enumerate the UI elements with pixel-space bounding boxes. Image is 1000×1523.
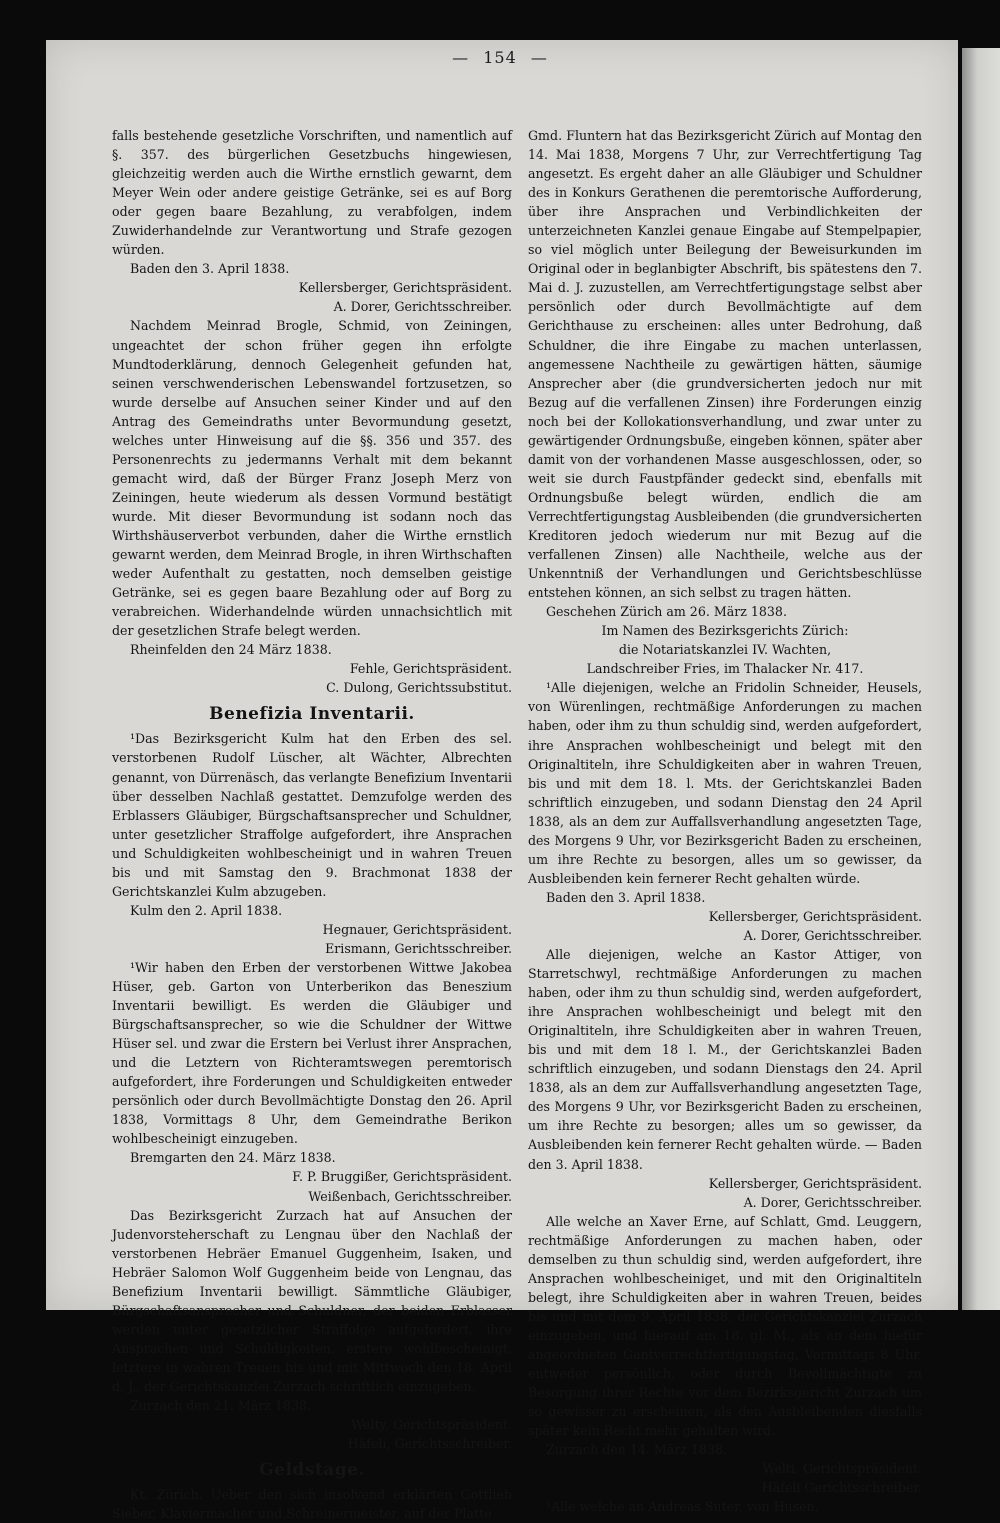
notice-paragraph: Nachdem Meinrad Brogle, Schmid, von Zeiningen, ungeachtet der schon früher gegen ihn erfolgte Mundtoderklärung, dennoch Gelegenheit gefunden hat, seinen verschwenderischen Lebenswandel fortzusetzen, so wurde derselbe auf Ansuchen seiner Kinder und auf den Antrag des Gemeindraths unter Bevormundung gesetzt, welches unter Hinweisung auf die §§. 356 und 357. des Personenrechts zu jedermanns Verhalt mit dem bekannt gemacht wird, daß der Bürger Franz Joseph Merz von Zeiningen, heute wiederum als dessen Vormund bestätigt wurde. Mit dieser Bevormundung ist sodann noch das Wirthshäuserverbot verbunden, daher die Wirthe ernstlich gewarnt werden, dem Meinrad Brogle, in ihren Wirthschaften weder Aufenthalt zu gestatten, noch demselben geistige Getränke, sei es gegen baare Bezahlung oder auf Borg zu verabreichen. Widerhandelnde würden unnachsichtlich mit der gesetzlichen Strafe belegt werden. [112, 318, 512, 639]
signature-line: F. P. Bruggißer, Gerichtspräsident. [292, 1169, 512, 1185]
section-heading: Benefizia Inventarii. [209, 704, 415, 725]
signature-line: Welty, Gerichtspräsident. [351, 1417, 512, 1433]
signature-line: Fehle, Gerichtspräsident. [349, 661, 512, 677]
section-heading: Geldstage. [259, 1460, 365, 1481]
signature-line: Hegnauer, Gerichtspräsident. [322, 921, 512, 937]
signature-line: Häfeli, Gerichtsschreiber. [347, 1436, 512, 1452]
signature-line: Häfeli Gerichtsschreiber. [761, 1480, 922, 1496]
dateline: Bremgarten den 24. März 1838. [130, 1150, 336, 1166]
notice-paragraph: ¹Das Bezirksgericht Kulm hat den Erben des sel. verstorbenen Rudolf Lüscher, alt Wächter, Albrechten genannt, von Dürrenäsch, das verlangte Benefizium Inventarii über desselben Nachlaß gestattet. Demzufolge werden des Erblassers Gläubiger, Bürgschaftsansprecher und Schuldner, unter gesetzlicher Straffolge aufgefordert, ihre Ansprachen und Schuldigkeiten wohlbescheinigt und in wahren Treuen bis und mit Samstag den 9. Brachmonat 1838 der Gerichtskanzlei Kulm abzugeben. [112, 731, 512, 899]
signature-line: A. Dorer, Gerichtsschreiber. [743, 927, 922, 943]
right-column [528, 126, 922, 1516]
notice-paragraph: Alle welche an Xaver Erne, auf Schlatt, Gmd. Leuggern, rechtmäßige Anforderungen zu machen haben, oder demselben zu thun schuldig sind, werden aufgefordert, ihre Ansprachen wohlbescheiniget, und mit den Originaltiteln belegt, ihre Schuldigkeiten aber in wahren Treuen, beides bis und mit dem 9. April 1838. der Gerichtskanzlei Zurzach einzugeben, und hierauf am 18. gl. M., als an dem hiefür angeordneten Gantverrechtfertigungstag, Vormittags 8 Uhr, entweder persönlich, oder durch Bevollmächtigte zu Besorgung ihrer Rechte vor dem Bezirksgericht Zurzach um so gewisser zu erscheinen, als den Ausbleibenden diesfalls später kein Recht mehr gehalten wird. [528, 1213, 922, 1439]
signature-line: A. Dorer, Gerichtsschreiber. [743, 1194, 922, 1210]
dateline: Baden den 3. April 1838. [130, 261, 290, 277]
notice-paragraph: Kt. Zürich. Ueber den sich insolvend erklärten Gottlieb Sieber, Klaviermacher und Schreinermeister, auf der Platte [112, 1487, 512, 1522]
centered-line: die Notariatskanzlei IV. Wachten, [618, 642, 832, 658]
page-number: — 154 — [452, 48, 548, 67]
signature-line: Kellersberger, Gerichtspräsident. [298, 280, 512, 296]
centered-line: Landschreiber Fries, im Thalacker Nr. 417. [586, 661, 864, 677]
dateline: Zurzach den 14. März 1838. [546, 1442, 727, 1458]
notice-paragraph: ¹Wir haben den Erben der verstorbenen Wittwe Jakobea Hüser, geb. Garton von Unterberikon das Beneszium Inventarii bewilligt. Es werden die Gläubiger und Bürgschaftsansprecher, so wie die Schuldner der Wittwe Hüser sel. und zwar die Erstern bei Verlust ihrer Ansprachen, und die Letztern von Richteramtswegen peremtorisch aufgefordert, ihre Forderungen und Schuldigkeiten entweder persönlich oder durch Bevollmächtigte Donstag den 26. April 1838, Vormittags 8 Uhr, dem Gemeindrathe Berikon wohlbescheinigt einzugeben. [112, 959, 512, 1147]
signature-line: Weißenbach, Gerichtsschreiber. [308, 1188, 512, 1204]
dateline: Zurzach den 21. März 1838. [130, 1398, 311, 1414]
page-number-value: 154 [483, 48, 517, 67]
signature-line: Erismann, Gerichtsschreiber. [325, 940, 512, 956]
notice-paragraph: Alle diejenigen, welche an Kastor Attiger, von Starretschwyl, rechtmäßige Anforderungen zu machen haben, oder ihm zu thun schuldig sind, werden aufgefordert, ihre Ansprachen wohlbescheinigt und belegt mit den Originaltiteln, ihre Schuldigkeiten aber in wahren Treuen, bis und mit dem 18 l. M., der Gerichtskanzlei Baden schriftlich einzugeben, und sodann Dienstags den 24. April 1838, als an dem zur Auffallsverhandlung angesetzten Tage, des Morgens 9 Uhr, vor Bezirksgericht Baden zu erscheinen, um ihre Rechte zu besorgen; alles um so gewisser, da Ausbleibenden kein fernerer Recht gehalten würde. — Baden den 3. April 1838. [528, 947, 922, 1172]
left-column [112, 126, 512, 1523]
dateline: Baden den 3. April 1838. [546, 889, 706, 905]
signature-line: C. Dulong, Gerichtssubstitut. [326, 680, 512, 696]
notice-paragraph: ³Alle welche an Andreas Suter, von Husen, [546, 1499, 819, 1515]
signature-line: A. Dorer, Gerichtsschreiber. [333, 299, 512, 315]
notice-paragraph: ¹Alle diejenigen, welche an Fridolin Schneider, Heusels, von Würenlingen, rechtmäßige Anforderungen zu machen haben, oder ihm zu thun schuldig sind, werden aufgefordert, ihre Ansprachen wohlbescheinigt und belegt mit den Originaltiteln, ihre Schuldigkeiten aber in wahren Treuen, bis und mit dem 18. l. Mts. der Gerichtskanzlei Baden schriftlich einzugeben, und sodann Dienstag den 24 April 1838, als an dem zur Auffallsverhandlung angesetzten Tage, des Morgens 9 Uhr, vor Bezirksgericht Baden zu erscheinen, um ihre Rechte zu besorgen, alles um so gewisser, da Ausbleibenden kein fernerer Recht gehalten würde. [528, 680, 922, 886]
dateline: Rheinfelden den 24 März 1838. [130, 642, 332, 658]
notice-paragraph: Das Bezirksgericht Zurzach hat auf Ansuchen der Judenvorsteherschaft zu Lengnau über den Nachlaß der verstorbenen Hebräer Emanuel Guggenheim, Isaken, und Hebräer Salomon Wolf Guggenheim beide von Lengnau, das Benefizium Inventarii bewilligt. Sämmtliche Gläubiger, Bürgschaftsansprecher und Schuldner, der beiden Erblasser werden unter gesetzlicher Straffolge aufgefordert, ihre Ansprachen und Schuldigkeiten, erstere wohlbescheinigt, letztere in wahren Treuen bis und mit Mittwoch den 18. April d. J., der Gerichtskanzlei Zurzach schriftlich einzugeben. [112, 1207, 512, 1394]
signature-line: Kellersberger, Gerichtspräsident. [708, 1175, 922, 1191]
notice-paragraph: Gmd. Fluntern hat das Bezirksgericht Zürich auf Montag den 14. Mai 1838, Morgens 7 Uhr, zur Verrechtfertigung Tag angesetzt. Es ergeht daher an alle Gläubiger und Schuldner des in Konkurs Gerathenen die peremtorische Aufforderung, über ihre Ansprachen und Verbindlichkeiten der unterzeichneten Kanzlei genaue Eingabe auf Stempelpapier, so viel möglich unter Beilegung der Beweisurkunden im Original oder in beglanbigter Abschrift, bis spätestens den 7. Mai d. J. zuzustellen, am Verrechtfertigungstage selbst aber persönlich oder durch Bevollmächtigte auf dem Gerichthause zu erscheinen: alles unter Bedrohung, daß Schuldner, die ihre Eingabe zu machen unterlassen, angemessene Nachtheile zu gewärtigen hätten, säumige Ansprecher aber (die grundversicherten jedoch nur mit Bezug auf die verfallenen Zinsen) ihre Forderungen einzig noch bei der Kollokationsverhandlung, und zwar unter zu gewärtigender Ordnungsbuße, eingeben können, später aber damit von der vorhandenen Masse ausgeschlossen, oder, so weit sie durch Faustpfänder gedeckt sind, ebenfalls mit Ordnungsbuße belegt würden, endlich die am Verrechtfertigungstag Ausbleibenden (die grundversicherten Kreditoren jedoch wiederum nur mit Bezug auf die verfallenen Zinsen) alle Nachtheile, welche aus der Unkenntniß der Verhandlungen und Gerichtsbeschlüsse entstehen können, an sich selbst zu tragen hätten. [528, 128, 922, 601]
centered-line: Im Namen des Bezirksgerichts Zürich: [601, 623, 849, 639]
dateline: Geschehen Zürich am 26. März 1838. [546, 604, 787, 620]
notice-paragraph: falls bestehende gesetzliche Vorschriften, und namentlich auf §. 357. des bürgerlichen Gesetzbuchs hingewiesen, gleichzeitig werden auch die Wirthe ernstlich gewarnt, dem Meyer Wein oder andere geistige Getränke, sei es auf Borg oder gegen baare Bezahlung, zu verabfolgen, indem Zuwiderhandelnde zur Verantwortung und Strafe gezogen würden. [112, 128, 512, 258]
dateline: Kulm den 2. April 1838. [130, 902, 283, 918]
signature-line: Welti, Gerichtspräsident. [762, 1461, 922, 1477]
signature-line: Kellersberger, Gerichtspräsident. [708, 908, 922, 924]
adjacent-page-edge [962, 48, 1000, 1310]
